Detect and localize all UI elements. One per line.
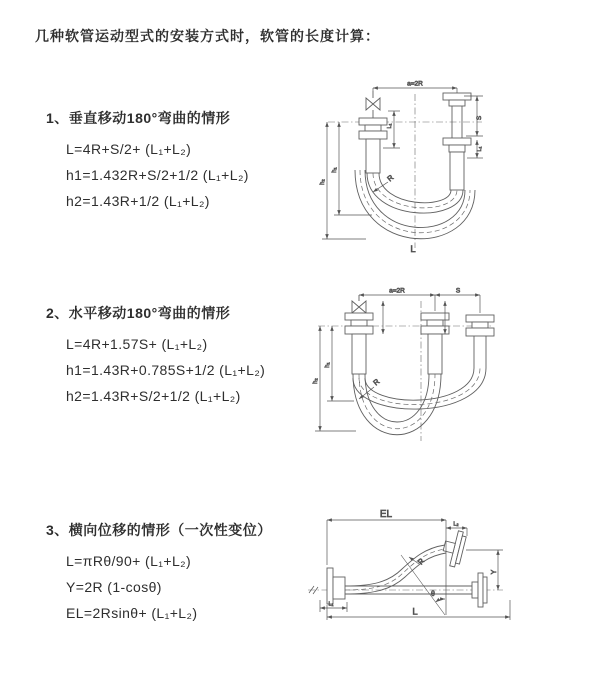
dimensions xyxy=(313,288,480,432)
dim-theta-label: θ xyxy=(431,591,435,598)
section-1-heading: 1、垂直移动180°弯曲的情形 xyxy=(46,110,231,126)
section-2-heading: 2、水平移动180°弯曲的情形 xyxy=(46,305,231,321)
dim-span-label: a=2R xyxy=(389,287,405,295)
dim-h2-label: h₂ xyxy=(320,179,326,185)
braided-hose-end xyxy=(428,334,442,374)
upper-flange-fitting xyxy=(440,528,467,568)
left-flange-fitting xyxy=(327,568,345,604)
section-horizontal-180 xyxy=(46,303,265,409)
right-flange-fitting xyxy=(472,573,487,607)
formula-h1: h1=1.432R+S/2+1/2 (L₁+L₂) xyxy=(66,167,249,183)
right-flange-fitting xyxy=(466,315,494,368)
formula-h2: h2=1.43R+S/2+1/2 (L₁+L₂) xyxy=(66,388,241,404)
hose-drawing xyxy=(345,295,494,435)
valve-icon xyxy=(352,301,366,313)
section-vertical-180 xyxy=(46,108,249,214)
formula-length: L=4R+1.57S+ (L₁+L₂) xyxy=(66,336,208,352)
dim-radius-label: R xyxy=(415,556,427,567)
dim-h2-label: h₂ xyxy=(313,378,319,384)
dim-l1-label: L₁ xyxy=(328,601,334,608)
dim-l2-label: L₂ xyxy=(453,521,459,528)
braided-hose-end xyxy=(450,152,464,190)
angle-arc xyxy=(436,599,446,602)
s-curve-hose xyxy=(345,545,446,594)
formula-el: EL=2Rsinθ+ (L₁+L₂) xyxy=(66,605,198,621)
dim-length-label: L xyxy=(412,606,418,618)
braided-hose-end xyxy=(352,334,366,374)
dim-y-label: Y xyxy=(491,569,498,575)
formula-y: Y=2R (1-cosθ) xyxy=(66,579,162,595)
dim-s-label: S xyxy=(476,115,483,121)
right-flange-fitting xyxy=(443,93,471,190)
hose-centerlines xyxy=(359,368,480,429)
formula-h1: h1=1.43R+0.785S+1/2 (L₁+L₂) xyxy=(66,362,266,378)
dim-h1-label: h₁ xyxy=(332,167,338,173)
formula-h2: h2=1.43R+1/2 (L₁+L₂) xyxy=(66,193,210,209)
section-lateral-displacement xyxy=(46,520,272,626)
dim-radius-label: R xyxy=(371,376,382,388)
left-flange-fitting xyxy=(345,313,373,374)
dim-length-label: L xyxy=(410,244,416,255)
dim-h1-label: h₁ xyxy=(325,362,331,368)
diagram-lateral-displacement xyxy=(300,505,600,630)
formula-length: L=πRθ/90+ (L₁+L₂) xyxy=(66,553,192,569)
hose-drawing xyxy=(327,528,487,607)
formula-length: L=4R+S/2+ (L₁+L₂) xyxy=(66,141,192,157)
dim-el-label: EL xyxy=(379,509,393,520)
dim-s-label: S xyxy=(455,287,461,295)
braided-hose-end xyxy=(366,139,380,173)
left-flange-fitting xyxy=(359,118,387,173)
section-3-heading: 3、横向位移的情形（一次性变位） xyxy=(46,522,272,538)
dim-l1-left-label: L₁ xyxy=(387,123,393,129)
page-title: 几种软管运动型式的安装方式时，软管的长度计算： xyxy=(35,28,380,44)
diagram-horizontal-180-bend xyxy=(308,283,600,455)
valve-icon xyxy=(366,98,380,110)
diagram-vertical-180-bend xyxy=(310,78,590,260)
dim-span-label: a=2R xyxy=(407,80,423,88)
dim-l1-right-label: L₁ xyxy=(477,146,483,152)
dim-radius-label: R xyxy=(385,172,396,184)
